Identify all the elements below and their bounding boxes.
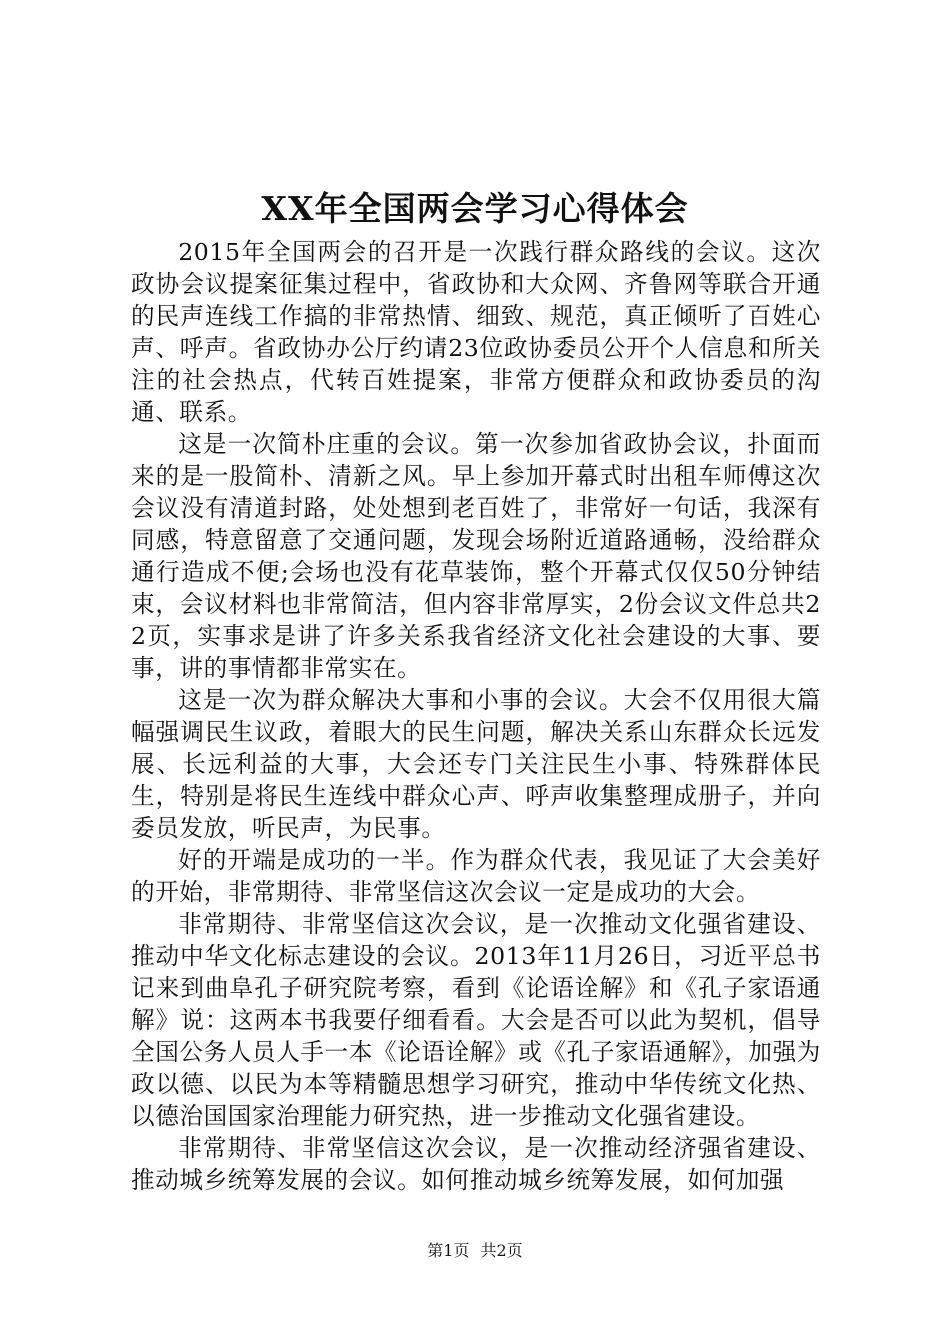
- paragraph-6: 非常期待、非常坚信这次会议，是一次推动经济强省建设、推动城乡统筹发展的会议。如何推动城乡统筹发展，如何加强: [131, 1134, 821, 1194]
- document-title: XX年全国两会学习心得体会: [261, 189, 689, 228]
- page-number-current: 第1页: [427, 1241, 470, 1260]
- paragraph-5: 非常期待、非常坚信这次会议，是一次推动文化强省建设、推动中华文化标志建设的会议。2013年11月26日，习近平总书记来到曲阜孔子研究院考察，看到《论语诠解》和《孔子家语通解》说：这两本书我要仔细看看。大会是否可以此为契机，倡导全国公务人员人手一本《论语诠解》或《孔子家语通解》，加强为政以德、以民为本等精髓思想学习研究，推动中华传统文化热、以德治国国家治理能力研究热，进一步推动文化强省建设。: [131, 910, 821, 1130]
- page-number-total: 共2页: [480, 1241, 523, 1260]
- paragraph-2: 这是一次简朴庄重的会议。第一次参加省政协会议，扑面而来的是一股简朴、清新之风。早上参加开幕式时出租车师傅这次会议没有清道封路，处处想到老百姓了，非常好一句话，我深有同感，特意留意了交通问题，发现会场附近道路通畅，没给群众通行造成不便;会场也没有花草装饰，整个开幕式仅仅50分钟结束，会议材料也非常简洁，但内容非常厚实，2份会议文件总共22页，实事求是讲了许多关系我省经济文化社会建设的大事、要事，讲的事情都非常实在。: [131, 430, 821, 682]
- paragraph-1: 2015年全国两会的召开是一次践行群众路线的会议。这次政协会议提案征集过程中，省政协和大众网、齐鲁网等联合开通的民声连线工作搞的非常热情、细致、规范，真正倾听了百姓心声、呼声。省政协办公厅约请23位政协委员公开个人信息和所关注的社会热点，代转百姓提案，非常方便群众和政协委员的沟通、联系。: [131, 238, 821, 426]
- paragraph-4: 好的开端是成功的一半。作为群众代表，我见证了大会美好的开始，非常期待、非常坚信这次会议一定是成功的大会。: [131, 846, 821, 906]
- paragraph-3: 这是一次为群众解决大事和小事的会议。大会不仅用很大篇幅强调民生议政，着眼大的民生问题，解决关系山东群众长远发展、长远利益的大事，大会还专门关注民生小事、特殊群体民生，特别是将民生连线中群众心声、呼声收集整理成册子，并向委员发放，听民声，为民事。: [131, 686, 821, 842]
- document-body: [131, 236, 821, 1196]
- page-footer: [0, 1239, 950, 1263]
